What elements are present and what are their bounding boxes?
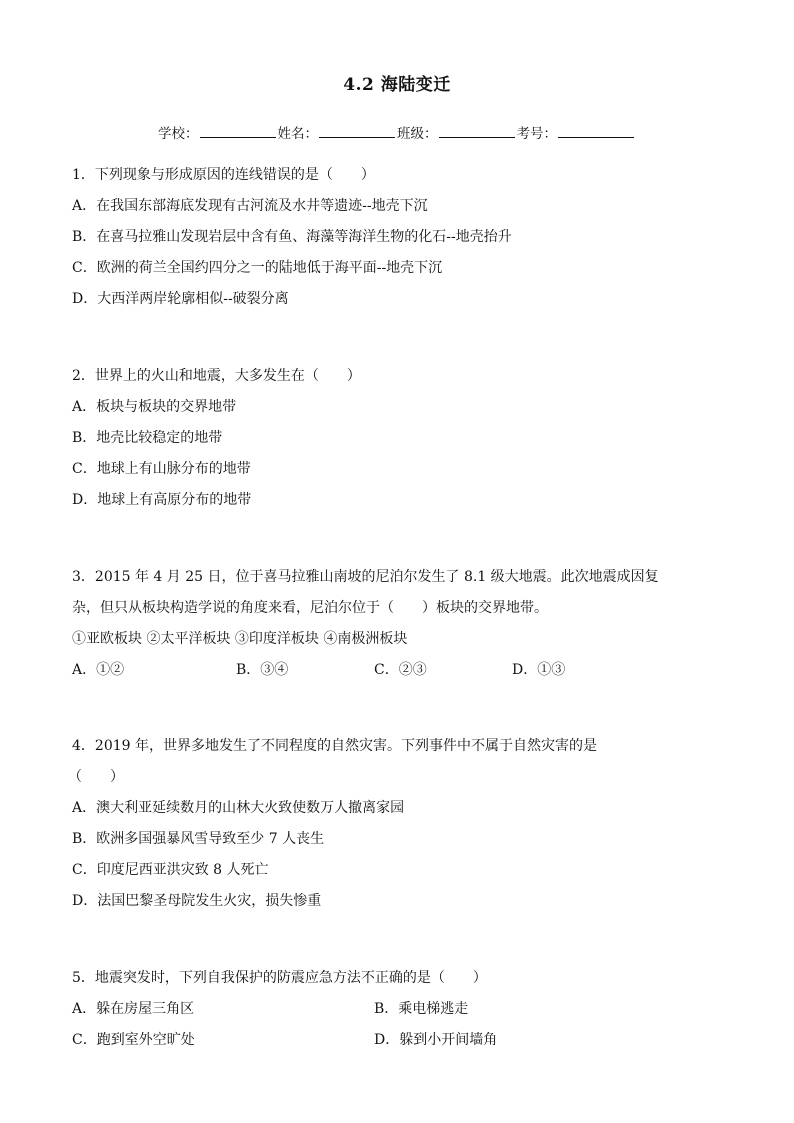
page-title: 4.2 海陆变迁 bbox=[343, 75, 451, 95]
name-blank[interactable] bbox=[319, 123, 395, 138]
class-blank[interactable] bbox=[439, 123, 515, 138]
student-info-row bbox=[158, 122, 636, 142]
question-3-plate-list: ①亚欧板块 ②太平洋板块 ③印度洋板块 ④南极洲板块 bbox=[72, 631, 408, 647]
question-2-stem: 2．世界上的火山和地震，大多发生在（ ） bbox=[72, 368, 361, 384]
question-4-option-c[interactable]: C．印度尼西亚洪灾致 8 人死亡 bbox=[72, 862, 269, 878]
question-1-option-b[interactable]: B．在喜马拉雅山发现岩层中含有鱼、海藻等海洋生物的化石--地壳抬升 bbox=[72, 229, 512, 245]
school-blank[interactable] bbox=[200, 123, 276, 138]
question-2-option-a[interactable]: A．板块与板块的交界地带 bbox=[72, 399, 237, 415]
question-3-option-a[interactable]: A．①② bbox=[72, 662, 125, 678]
question-3-option-c[interactable]: C．②③ bbox=[374, 662, 427, 678]
question-3-stem-line-1: 3．2015 年 4 月 25 日，位于喜马拉雅山南坡的尼泊尔发生了 8.1 级大地震。此次地震成因复 bbox=[72, 569, 659, 585]
class-label: 班级： bbox=[397, 126, 438, 142]
question-4-stem-line-1: 4．2019 年，世界多地发生了不同程度的自然灾害。下列事件中不属于自然灾害的是 bbox=[72, 738, 597, 754]
question-1-stem: 1．下列现象与形成原因的连线错误的是（ ） bbox=[72, 167, 375, 183]
question-2-option-c[interactable]: C．地球上有山脉分布的地带 bbox=[72, 461, 251, 477]
question-1-option-c[interactable]: C．欧洲的荷兰全国约四分之一的陆地低于海平面--地壳下沉 bbox=[72, 260, 443, 276]
name-label: 姓名： bbox=[277, 126, 318, 142]
question-5-stem: 5．地震突发时，下列自我保护的防震应急方法不正确的是（ ） bbox=[72, 970, 487, 986]
question-3-option-d[interactable]: D．①③ bbox=[512, 662, 566, 678]
question-1-option-d[interactable]: D．大西洋两岸轮廓相似--破裂分离 bbox=[72, 291, 289, 307]
question-1-option-a[interactable]: A．在我国东部海底发现有古河流及水井等遗迹--地壳下沉 bbox=[72, 198, 428, 214]
question-3-stem-line-2: 杂，但只从板块构造学说的角度来看，尼泊尔位于（ ）板块的交界地带。 bbox=[72, 600, 548, 616]
question-5-option-d[interactable]: D．躲到小开间墙角 bbox=[374, 1032, 498, 1048]
question-4-option-a[interactable]: A．澳大利亚延续数月的山林大火致使数万人撤离家园 bbox=[72, 800, 405, 816]
question-5-option-c[interactable]: C．跑到室外空旷处 bbox=[72, 1032, 195, 1048]
exam-number-label: 考号： bbox=[516, 126, 557, 142]
question-3-option-b[interactable]: B．③④ bbox=[236, 662, 289, 678]
question-5-option-b[interactable]: B．乘电梯逃走 bbox=[374, 1001, 469, 1017]
exam-number-blank[interactable] bbox=[558, 123, 634, 138]
question-2-option-b[interactable]: B．地壳比较稳定的地带 bbox=[72, 430, 223, 446]
question-2-option-d[interactable]: D．地球上有高原分布的地带 bbox=[72, 492, 252, 508]
question-4-stem-line-2: （ ） bbox=[68, 769, 124, 785]
question-4-option-d[interactable]: D．法国巴黎圣母院发生火灾，损失惨重 bbox=[72, 893, 322, 909]
question-5-option-a[interactable]: A．躲在房屋三角区 bbox=[72, 1001, 195, 1017]
school-label: 学校： bbox=[158, 126, 199, 142]
question-4-option-b[interactable]: B．欧洲多国强暴风雪导致至少 7 人丧生 bbox=[72, 831, 325, 847]
